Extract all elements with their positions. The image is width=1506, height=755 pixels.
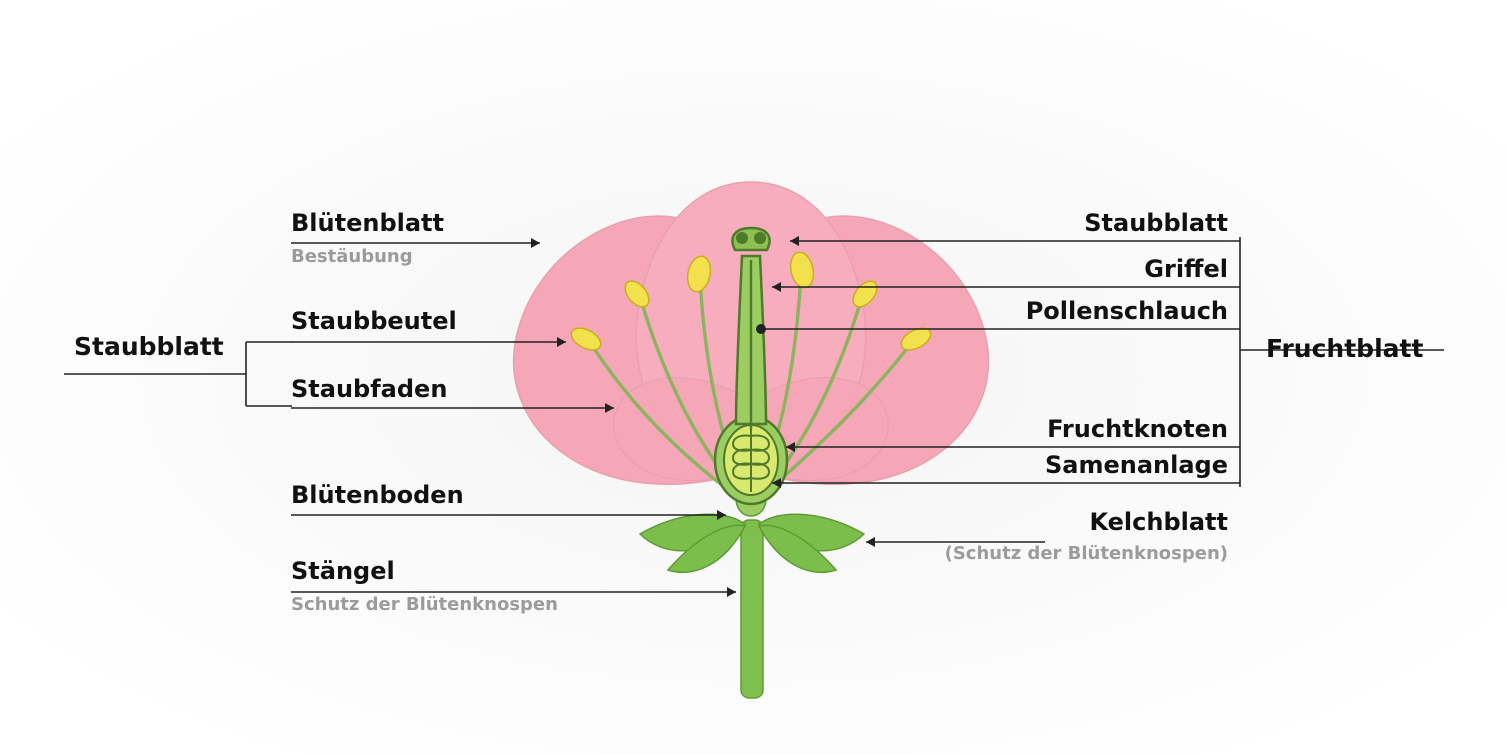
label-pollenschlauch: Pollenschlauch [1025, 297, 1228, 325]
label-staubblatt-right: Staubblatt [1084, 209, 1228, 237]
stem-group [741, 520, 763, 698]
label-fruchtknoten: Fruchtknoten [1047, 415, 1228, 443]
label-griffel: Griffel [1144, 255, 1228, 283]
label-samenanlage: Samenanlage [1044, 451, 1228, 479]
label-fruchtblatt-group: Fruchtblatt [1266, 334, 1424, 363]
label-staubfaden: Staubfaden [291, 375, 448, 403]
label-kelchblatt-sub: (Schutz der Blütenknospen) [944, 543, 1228, 564]
label-staengel-sub: Schutz der Blütenknospen [291, 594, 558, 615]
label-staengel: Stängel [291, 557, 395, 585]
label-bluetenblatt: Blütenblatt [291, 209, 444, 237]
label-bluetenblatt-sub: Bestäubung [291, 246, 413, 267]
label-staubbeutel: Staubbeutel [291, 307, 457, 335]
label-bluetenboden: Blütenboden [291, 481, 464, 509]
label-kelchblatt: Kelchblatt [1089, 508, 1228, 536]
label-staubblatt-group: Staubblatt [74, 332, 224, 361]
